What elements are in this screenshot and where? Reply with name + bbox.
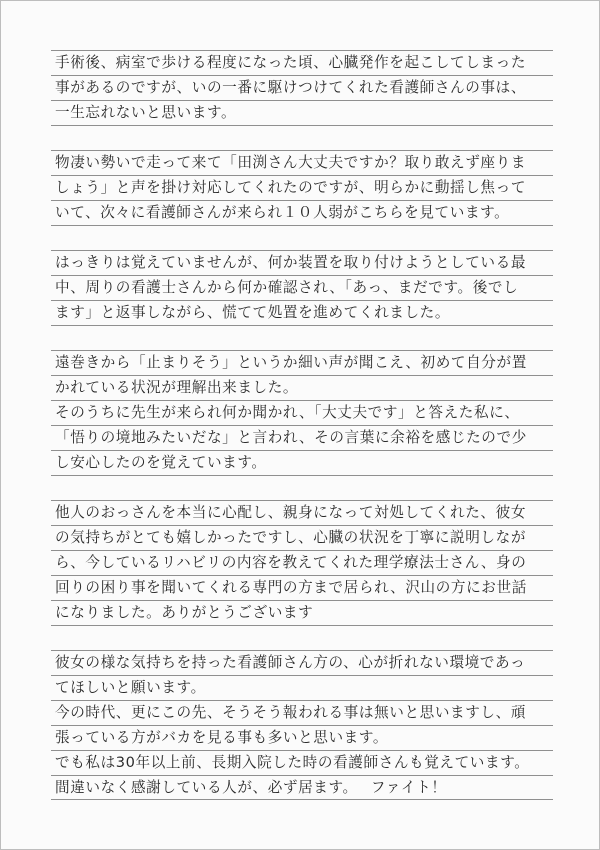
text-line: 彼女の様な気持ちを持った看護師さん方の、心が折れない環境であっ: [51, 650, 553, 675]
blank-line: [51, 225, 553, 250]
blank-line: [51, 475, 553, 500]
text-line: かれている状況が理解出来ました。: [51, 375, 553, 400]
text-line: 手術後、病室で歩ける程度になった頃、心臓発作を起こしてしまった: [51, 50, 553, 75]
text-line: 間違いなく感謝している人が、必ず居ます。 ファイト！: [51, 775, 553, 800]
blank-line: [51, 325, 553, 350]
text-line: 「悟りの境地みたいだな」と言われ、その言葉に余裕を感じたので少: [51, 425, 553, 450]
text-line: 回りの困り事を聞いてくれる専門の方まで居られ、沢山の方にお世話: [51, 575, 553, 600]
text-line: の気持ちがとても嬉しかったですし、心臓の状況を丁寧に説明しなが: [51, 525, 553, 550]
text-line: ます」と返事しながら、慌てて処置を進めてくれました。: [51, 300, 553, 325]
text-line: 他人のおっさんを本当に心配し、親身になって対処してくれた、彼女: [51, 500, 553, 525]
blank-line: [51, 625, 553, 650]
text-line: しょう」と声を掛け対応してくれたのですが、明らかに動揺し焦って: [51, 175, 553, 200]
text-line: になりました。ありがとうございます: [51, 600, 553, 625]
text-line: ら、今しているリハビリの内容を教えてくれた理学療法士さん、身の: [51, 550, 553, 575]
text-line: 事があるのですが、いの一番に駆けつけてくれた看護師さんの事は、: [51, 75, 553, 100]
blank-line: [51, 125, 553, 150]
ruled-text-area: [51, 50, 553, 800]
text-line: はっきりは覚えていませんが、何か装置を取り付けようとしている最: [51, 250, 553, 275]
text-line: そのうちに先生が来られ何か聞かれ、「大丈夫です」と答えた私に、: [51, 400, 553, 425]
text-line: 一生忘れないと思います。: [51, 100, 553, 125]
text-line: し安心したのを覚えています。: [51, 450, 553, 475]
text-line: いて、次々に看護師さんが来られ１０人弱がこちらを見ています。: [51, 200, 553, 225]
text-line: てほしいと願います。: [51, 675, 553, 700]
text-line: でも私は30年以上前、長期入院した時の看護師さんも覚えています。: [51, 750, 553, 775]
text-line: 物凄い勢いで走って来て「田渕さん大丈夫ですか？取り敢えず座りま: [51, 150, 553, 175]
text-line: 張っている方がバカを見る事も多いと思います。: [51, 725, 553, 750]
text-line: 今の時代、更にこの先、そうそう報われる事は無いと思いますし、頑: [51, 700, 553, 725]
text-line: 遠巻きから「止まりそう」というか細い声が聞こえ、初めて自分が置: [51, 350, 553, 375]
text-line: 中、周りの看護士さんから何か確認され、「あっ、まだです。後でし: [51, 275, 553, 300]
